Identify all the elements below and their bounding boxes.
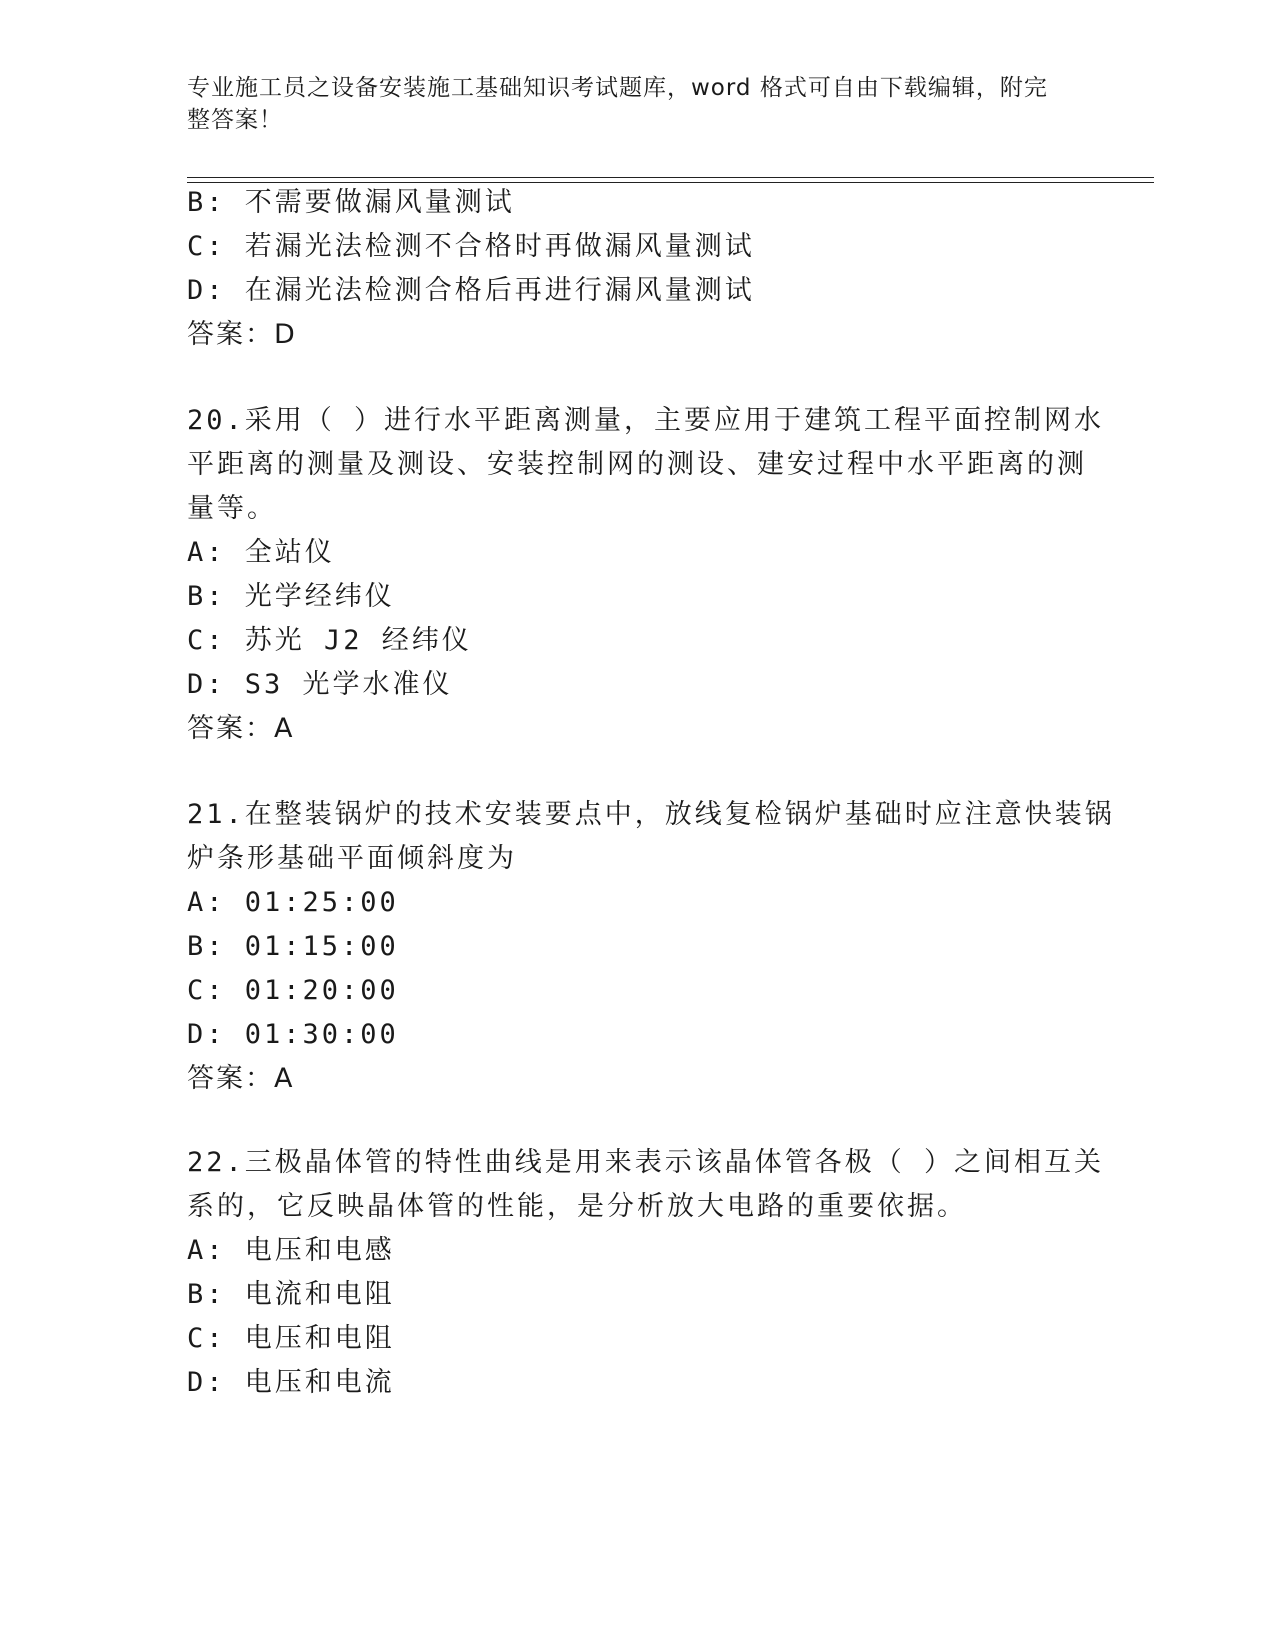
q22-stem-line-2: 系的，它反映晶体管的性能，是分析放大电路的重要依据。 [187,1191,967,1222]
q20-stem-line-3: 量等。 [187,493,277,524]
q20-option-a: A: 全站仪 [187,537,335,568]
prev-option-c: C: 若漏光法检测不合格时再做漏风量测试 [187,231,755,262]
q21-option-b: B: 01:15:00 [187,931,399,962]
document-header: 专业施工员之设备安装施工基础知识考试题库，word 格式可自由下载编辑，附完整答案！ [187,75,1048,133]
q22-option-b: B: 电流和电阻 [187,1279,395,1310]
q20-answer: 答案：A [187,713,295,744]
q22-option-d: D: 电压和电流 [187,1367,395,1398]
q21-stem-line-2: 炉条形基础平面倾斜度为 [187,843,517,874]
q21-stem-line-1: 21.在整装锅炉的技术安装要点中，放线复检锅炉基础时应注意快装锅 [187,799,1115,830]
q21-option-c: C: 01:20:00 [187,975,399,1006]
q21-answer: 答案：A [187,1063,295,1094]
prev-option-b: B: 不需要做漏风量测试 [187,187,515,218]
q21-option-a: A: 01:25:00 [187,887,399,918]
q20-option-c: C: 苏光 J2 经纬仪 [187,625,472,656]
q20-stem-line-2: 平距离的测量及测设、安装控制网的测设、建安过程中水平距离的测 [187,449,1087,480]
q20-stem-line-1: 20.采用（ ）进行水平距离测量，主要应用于建筑工程平面控制网水 [187,405,1105,436]
prev-answer: 答案：D [187,319,297,350]
header-rule-top [187,177,1154,178]
q22-stem-line-1: 22.三极晶体管的特性曲线是用来表示该晶体管各极（ ）之间相互关 [187,1147,1105,1178]
q22-option-a: A: 电压和电感 [187,1235,395,1266]
q21-option-d: D: 01:30:00 [187,1019,399,1050]
q20-option-d: D: S3 光学水准仪 [187,669,453,700]
q20-option-b: B: 光学经纬仪 [187,581,395,612]
q22-option-c: C: 电压和电阻 [187,1323,395,1354]
prev-option-d: D: 在漏光法检测合格后再进行漏风量测试 [187,275,755,306]
